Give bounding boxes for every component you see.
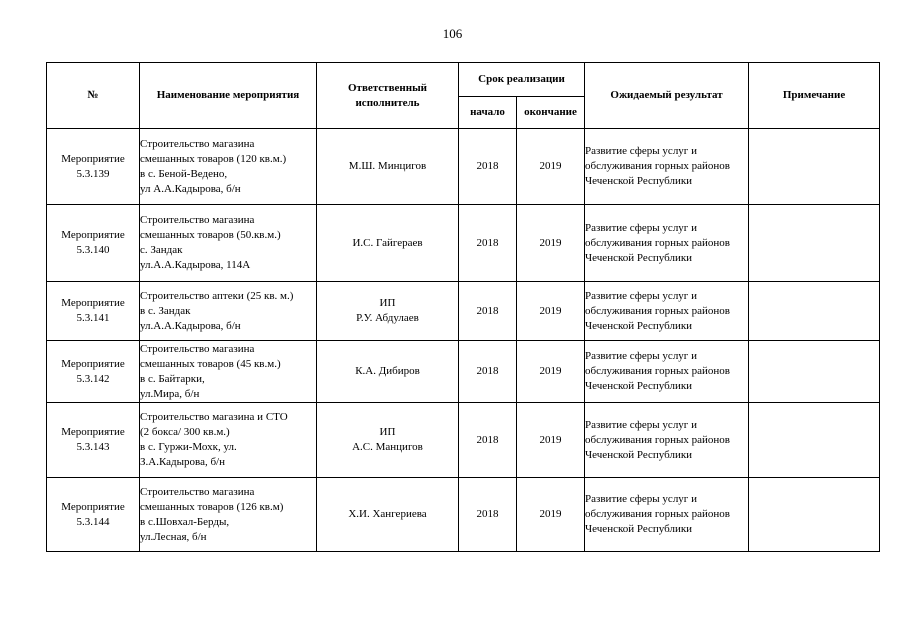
expected-result-line: Чеченской Республики	[585, 175, 693, 187]
expected-result-line: обслуживания горных районов	[585, 508, 730, 520]
header-start: начало	[459, 97, 517, 129]
header-expected-result: Ожидаемый результат	[585, 63, 749, 129]
expected-result-line: Чеченской Республики	[585, 523, 693, 535]
event-number-line: Мероприятие	[61, 357, 125, 370]
expected-result-line: Развитие сферы услуг и	[585, 493, 697, 505]
event-number-line: 5.3.141	[76, 312, 110, 324]
responsible-person	[317, 403, 459, 478]
expected-result-line: обслуживания горных районов	[585, 304, 730, 317]
event-number	[47, 205, 140, 282]
note	[749, 205, 880, 282]
event-name-line: ул.А.А.Кадырова, 114А	[140, 259, 251, 271]
event-number-line: 5.3.140	[76, 244, 110, 256]
responsible-person	[317, 205, 459, 282]
start-year: 2018	[459, 341, 517, 403]
event-name	[140, 205, 317, 282]
expected-result-line: Чеченской Республики	[585, 319, 693, 332]
event-name-line: смешанных товаров (126 кв.м)	[140, 500, 284, 513]
responsible-person	[317, 282, 459, 341]
event-number-line: 5.3.144	[76, 515, 110, 528]
end-year: 2019	[517, 282, 585, 341]
event-name-line: в с. Байтарки,	[140, 372, 205, 385]
responsible-person-line: ИП	[379, 426, 396, 438]
header-event-name: Наименование мероприятия	[140, 63, 317, 129]
event-name-line: Строительство магазина	[140, 485, 255, 498]
event-number-line: 5.3.139	[76, 167, 110, 180]
note	[749, 403, 880, 478]
responsible-person-line: Х.И. Хангериева	[348, 508, 427, 520]
event-name-line: ул.Лесная, б/н	[140, 530, 207, 543]
event-number	[47, 403, 140, 478]
expected-result-line: Чеченской Республики	[585, 380, 693, 392]
responsible-person-line: И.С. Гайгераев	[352, 236, 423, 249]
event-number-line: Мероприятие	[61, 426, 125, 438]
end-year: 2019	[517, 129, 585, 205]
responsible-person	[317, 129, 459, 205]
expected-result	[585, 282, 749, 341]
event-name-line: с. Зандак	[140, 244, 183, 256]
event-name-line: в с.Шовхал-Берды,	[140, 515, 230, 528]
event-name-line: в с. Беной-Ведено,	[140, 167, 228, 180]
event-name	[140, 282, 317, 341]
responsible-person-line: ИП	[379, 297, 396, 309]
expected-result-line: Чеченской Республики	[585, 448, 693, 461]
table-row	[47, 478, 880, 552]
event-number	[47, 129, 140, 205]
page-number: 106	[442, 26, 463, 41]
event-name-line: З.А.Кадырова, б/н	[140, 456, 225, 468]
event-name-line: в с. Зандак	[140, 304, 191, 317]
end-year: 2019	[517, 478, 585, 552]
expected-result-line: обслуживания горных районов	[585, 365, 730, 377]
end-year: 2019	[517, 403, 585, 478]
start-year: 2018	[459, 129, 517, 205]
event-name	[140, 129, 317, 205]
expected-result-line: обслуживания горных районов	[585, 236, 730, 249]
table-row	[47, 403, 880, 478]
note	[749, 282, 880, 341]
start-year: 2018	[459, 478, 517, 552]
event-name-line: ул.А.А.Кадырова, б/н	[140, 319, 241, 332]
header-term: Срок реализации	[459, 63, 585, 97]
event-number	[47, 341, 140, 403]
responsible-person-line: К.А. Дибиров	[355, 365, 420, 377]
responsible-person	[317, 341, 459, 403]
table-row	[47, 341, 880, 403]
event-name-line: Строительство магазина	[140, 342, 255, 355]
header-note: Примечание	[749, 63, 880, 129]
event-number-line: Мероприятие	[61, 500, 125, 513]
end-year: 2019	[517, 341, 585, 403]
end-year: 2019	[517, 205, 585, 282]
event-name-line: Строительство магазина и СТО	[140, 411, 288, 423]
responsible-person-line: М.Ш. Минцигов	[348, 160, 427, 172]
event-name-line: ул.Мира, б/н	[140, 387, 200, 400]
event-name-line: смешанных товаров (45 кв.м.)	[140, 357, 281, 370]
event-number-line: Мероприятие	[61, 229, 125, 241]
event-number-line: 5.3.143	[76, 441, 110, 453]
table-row	[47, 129, 880, 205]
event-name-line: Строительство магазина	[140, 137, 255, 150]
event-name	[140, 341, 317, 403]
header-end: окончание	[517, 97, 585, 129]
expected-result-line: Развитие сферы услуг и	[585, 145, 697, 157]
expected-result	[585, 478, 749, 552]
responsible-person-line: А.С. Манцигов	[352, 441, 423, 453]
event-number	[47, 478, 140, 552]
table-row	[47, 205, 880, 282]
expected-result	[585, 205, 749, 282]
events-table	[46, 62, 880, 552]
event-name-line: (2 бокса/ 300 кв.м.)	[140, 426, 230, 438]
responsible-person	[317, 478, 459, 552]
expected-result-line: обслуживания горных районов	[585, 433, 730, 446]
event-name-line: в с. Гуржи-Мохк, ул.	[140, 441, 237, 453]
event-number	[47, 282, 140, 341]
header-responsible: Ответственный исполнитель	[317, 63, 459, 129]
responsible-person-line: Р.У. Абдулаев	[356, 312, 419, 324]
start-year: 2018	[459, 205, 517, 282]
header-number: №	[47, 63, 140, 129]
expected-result-line: Развитие сферы услуг и	[585, 350, 697, 362]
expected-result-line: Чеченской Республики	[585, 251, 693, 264]
event-name-line: Строительство аптеки (25 кв. м.)	[140, 289, 294, 302]
event-name-line: смешанных товаров (50.кв.м.)	[140, 229, 281, 241]
start-year: 2018	[459, 282, 517, 341]
expected-result	[585, 341, 749, 403]
expected-result-line: Развитие сферы услуг и	[585, 418, 697, 431]
event-name	[140, 478, 317, 552]
note	[749, 129, 880, 205]
event-name	[140, 403, 317, 478]
expected-result-line: Развитие сферы услуг и	[585, 289, 697, 302]
expected-result	[585, 403, 749, 478]
note	[749, 341, 880, 403]
expected-result-line: обслуживания горных районов	[585, 160, 730, 172]
note	[749, 478, 880, 552]
event-number-line: Мероприятие	[61, 152, 125, 165]
event-number-line: Мероприятие	[61, 297, 125, 309]
expected-result-line: Развитие сферы услуг и	[585, 221, 697, 234]
event-name-line: ул А.А.Кадырова, б/н	[140, 182, 241, 195]
event-number-line: 5.3.142	[76, 372, 110, 385]
start-year: 2018	[459, 403, 517, 478]
table-row	[47, 282, 880, 341]
event-name-line: смешанных товаров (120 кв.м.)	[140, 152, 287, 165]
expected-result	[585, 129, 749, 205]
event-name-line: Строительство магазина	[140, 214, 255, 226]
